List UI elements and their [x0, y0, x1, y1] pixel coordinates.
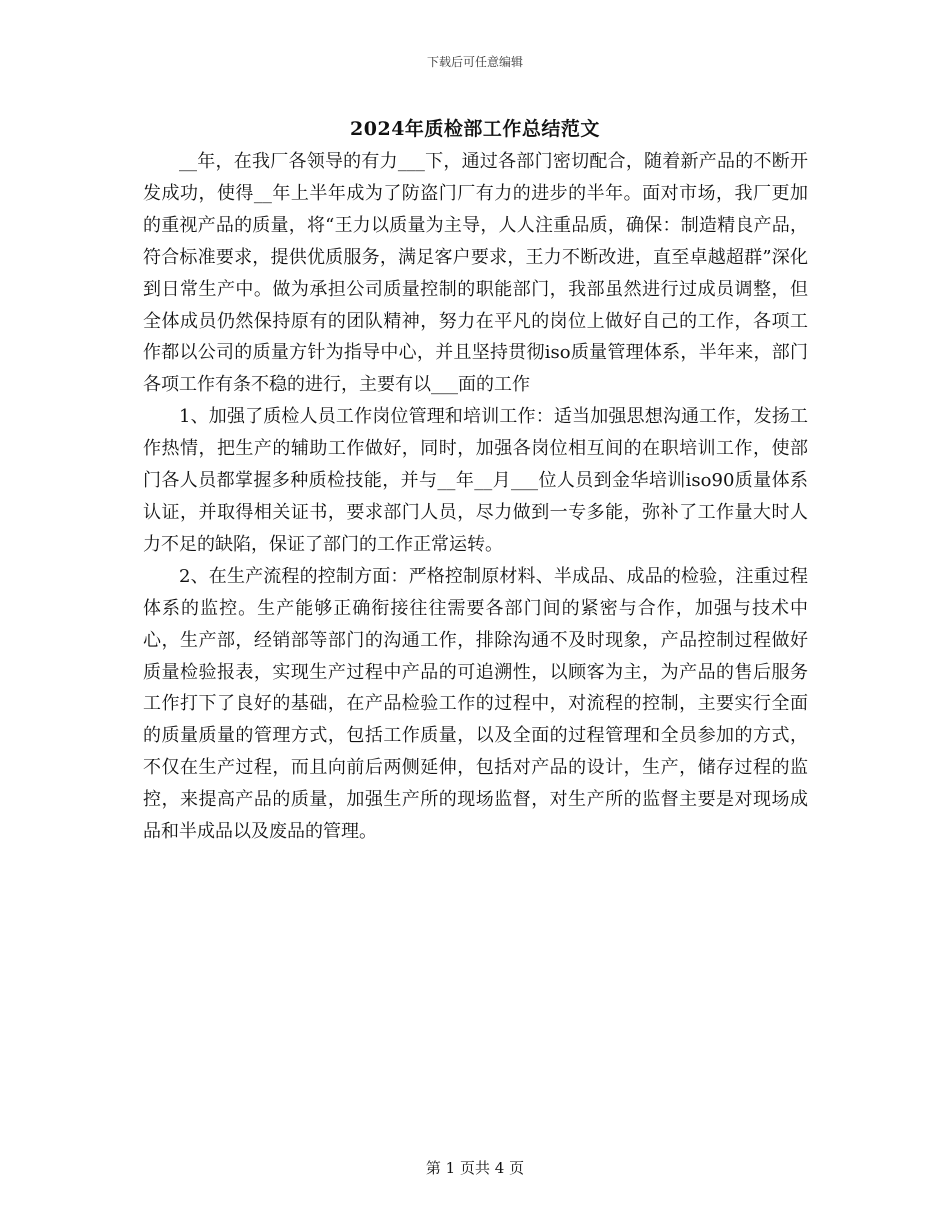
paragraph-intro: __年，在我厂各领导的有力___下，通过各部门密切配合，随着新产品的不断开发成功，使得__年上半年成为了防盗门厂有力的进步的半年。面对市场，我厂更加的重视产品的质量，将“王力以质量为主导，人人注重品质，确保：制造精良产品，符合标准要求，提供优质服务，满足客户要求，王力不断改进，直至卓越超群”深化到日常生产中。做为承担公司质量控制的职能部门，我部虽然进行过成员调整，但全体成员仍然保持原有的团队精神，努力在平凡的岗位上做好自己的工作，各项工作都以公司的质量方针为指导中心，并且坚持贯彻iso质量管理体系，半年来，部门各项工作有条不稳的进行，主要有以___面的工作	[143, 151, 808, 396]
page-number: 第 1 页共 4 页	[425, 1159, 525, 1177]
page-header: 下载后可任意编辑	[426, 55, 523, 69]
document-body	[143, 146, 808, 848]
document-title: 2024年质检部工作总结范文	[350, 118, 600, 140]
paragraph-process-control: 2、在生产流程的控制方面：严格控制原材料、半成品、成品的检验，注重过程体系的监控。生产能够正确衔接往往需要各部门间的紧密与合作，加强与技术中心，生产部，经销部等部门的沟通工作，排除沟通不及时现象，产品控制过程做好质量检验报表，实现生产过程中产品的可追溯性，以顾客为主，为产品的售后服务工作打下了良好的基础，在产品检验工作的过程中，对流程的控制，主要实行全面的质量质量的管理方式，包括工作质量，以及全面的过程管理和全员参加的方式，不仅在生产过程，而且向前后两侧延伸，包括对产品的设计，生产，储存过程的监控，来提高产品的质量，加强生产所的现场监督，对生产所的监督主要是对现场成品和半成品以及废品的管理。	[143, 565, 808, 843]
paragraph-training: 1、加强了质检人员工作岗位管理和培训工作：适当加强思想沟通工作，发扬工作热情，把生产的辅助工作做好，同时，加强各岗位相互间的在职培训工作，使部门各人员都掌握多种质检技能，并与__年__月___位人员到金华培训iso90质量体系认证，并取得相关证书，要求部门人员，尽力做到一专多能，弥补了工作量大时人力不足的缺陷，保证了部门的工作正常运转。	[143, 406, 808, 555]
